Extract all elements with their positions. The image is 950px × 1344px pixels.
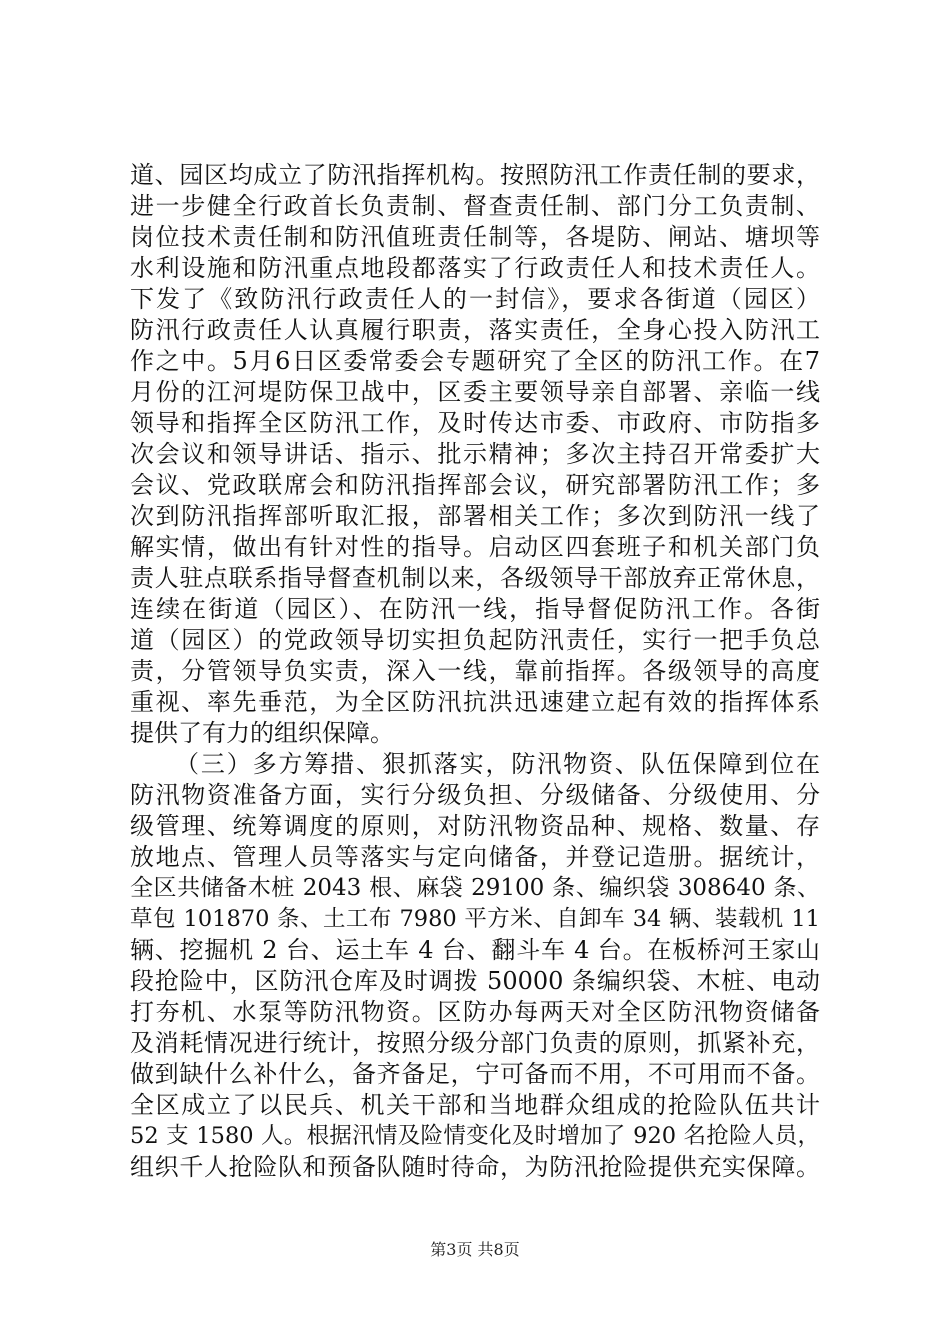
text-line: 道、园区均成立了防汛指挥机构。按照防汛工作责任制的要求， <box>130 161 820 189</box>
section-heading-line: （三）多方筹措、狠抓落实，防汛物资、队伍保障到位在 <box>175 750 820 778</box>
text-line: 连续在街道（园区）、在防汛一线，指导督促防汛工作。各街 <box>130 595 820 623</box>
text-line: 次会议和领导讲话、指示、批示精神；多次主持召开常委扩大 <box>130 440 820 468</box>
text-line: 领导和指挥全区防汛工作，及时传达市委、市政府、市防指多 <box>130 409 820 437</box>
text-line: 提供了有力的组织保障。 <box>130 719 394 747</box>
text-line: 责人驻点联系指导督查机制以来，各级领导干部放弃正常休息， <box>130 564 820 592</box>
text-line: 次到防汛指挥部听取汇报，部署相关工作；多次到防汛一线了 <box>130 502 820 530</box>
text-line: 作之中。5月6日区委常委会专题研究了全区的防汛工作。在7 <box>130 347 820 375</box>
text-line: 全区共储备木桩 2043 根、麻袋 29100 条、编织袋 308640 条、 <box>130 875 820 901</box>
body-text <box>130 160 820 1183</box>
page-number-footer: 第3页 共8页 <box>430 1240 520 1259</box>
text-line: 责，分管领导负实责，深入一线，靠前指挥。各级领导的高度 <box>130 657 820 685</box>
text-line: 组织千人抢险队和预备队随时待命，为防汛抢险提供充实保障。 <box>130 1153 820 1181</box>
text-line: 段抢险中，区防汛仓库及时调拨 50000 条编织袋、木桩、电动 <box>130 967 820 995</box>
text-line: 及消耗情况进行统计，按照分级分部门负责的原则，抓紧补充， <box>130 1029 820 1057</box>
text-line: 打夯机、水泵等防汛物资。区防办每两天对全区防汛物资储备 <box>130 998 820 1026</box>
text-line: 岗位技术责任制和防汛值班责任制等，各堤防、闸站、塘坝等 <box>130 223 820 251</box>
text-line: 草包 101870 条、土工布 7980 平方米、自卸车 34 辆、装载机 11 <box>130 906 820 932</box>
text-line: 级管理、统筹调度的原则，对防汛物资品种、规格、数量、存 <box>130 812 820 840</box>
text-line: 进一步健全行政首长负责制、督查责任制、部门分工负责制、 <box>130 192 820 220</box>
text-line: 会议、党政联席会和防汛指挥部会议，研究部署防汛工作；多 <box>130 471 820 499</box>
text-line: 52 支 1580 人。根据汛情及险情变化及时增加了 920 名抢险人员， <box>130 1123 820 1149</box>
text-line: 全区成立了以民兵、机关干部和当地群众组成的抢险队伍共计 <box>130 1091 820 1119</box>
text-line: 重视、率先垂范，为全区防汛抗洪迅速建立起有效的指挥体系 <box>130 688 820 716</box>
text-line: 辆、挖掘机 2 台、运土车 4 台、翻斗车 4 台。在板桥河王家山 <box>130 936 820 964</box>
text-line: 月份的江河堤防保卫战中，区委主要领导亲自部署、亲临一线 <box>130 378 820 406</box>
text-line: 下发了《致防汛行政责任人的一封信》，要求各街道（园区） <box>130 285 820 313</box>
text-line: 做到缺什么补什么，备齐备足，宁可备而不用，不可用而不备。 <box>130 1060 820 1088</box>
text-line: 解实情，做出有针对性的指导。启动区四套班子和机关部门负 <box>130 533 820 561</box>
text-line: 道（园区）的党政领导切实担负起防汛责任，实行一把手负总 <box>130 626 820 654</box>
text-line: 防汛物资准备方面，实行分级负担、分级储备、分级使用、分 <box>130 781 820 809</box>
text-line: 防汛行政责任人认真履行职责，落实责任，全身心投入防汛工 <box>130 316 820 344</box>
text-line: 水利设施和防汛重点地段都落实了行政责任人和技术责任人。 <box>130 254 820 282</box>
text-line: 放地点、管理人员等落实与定向储备，并登记造册。据统计， <box>130 843 820 871</box>
